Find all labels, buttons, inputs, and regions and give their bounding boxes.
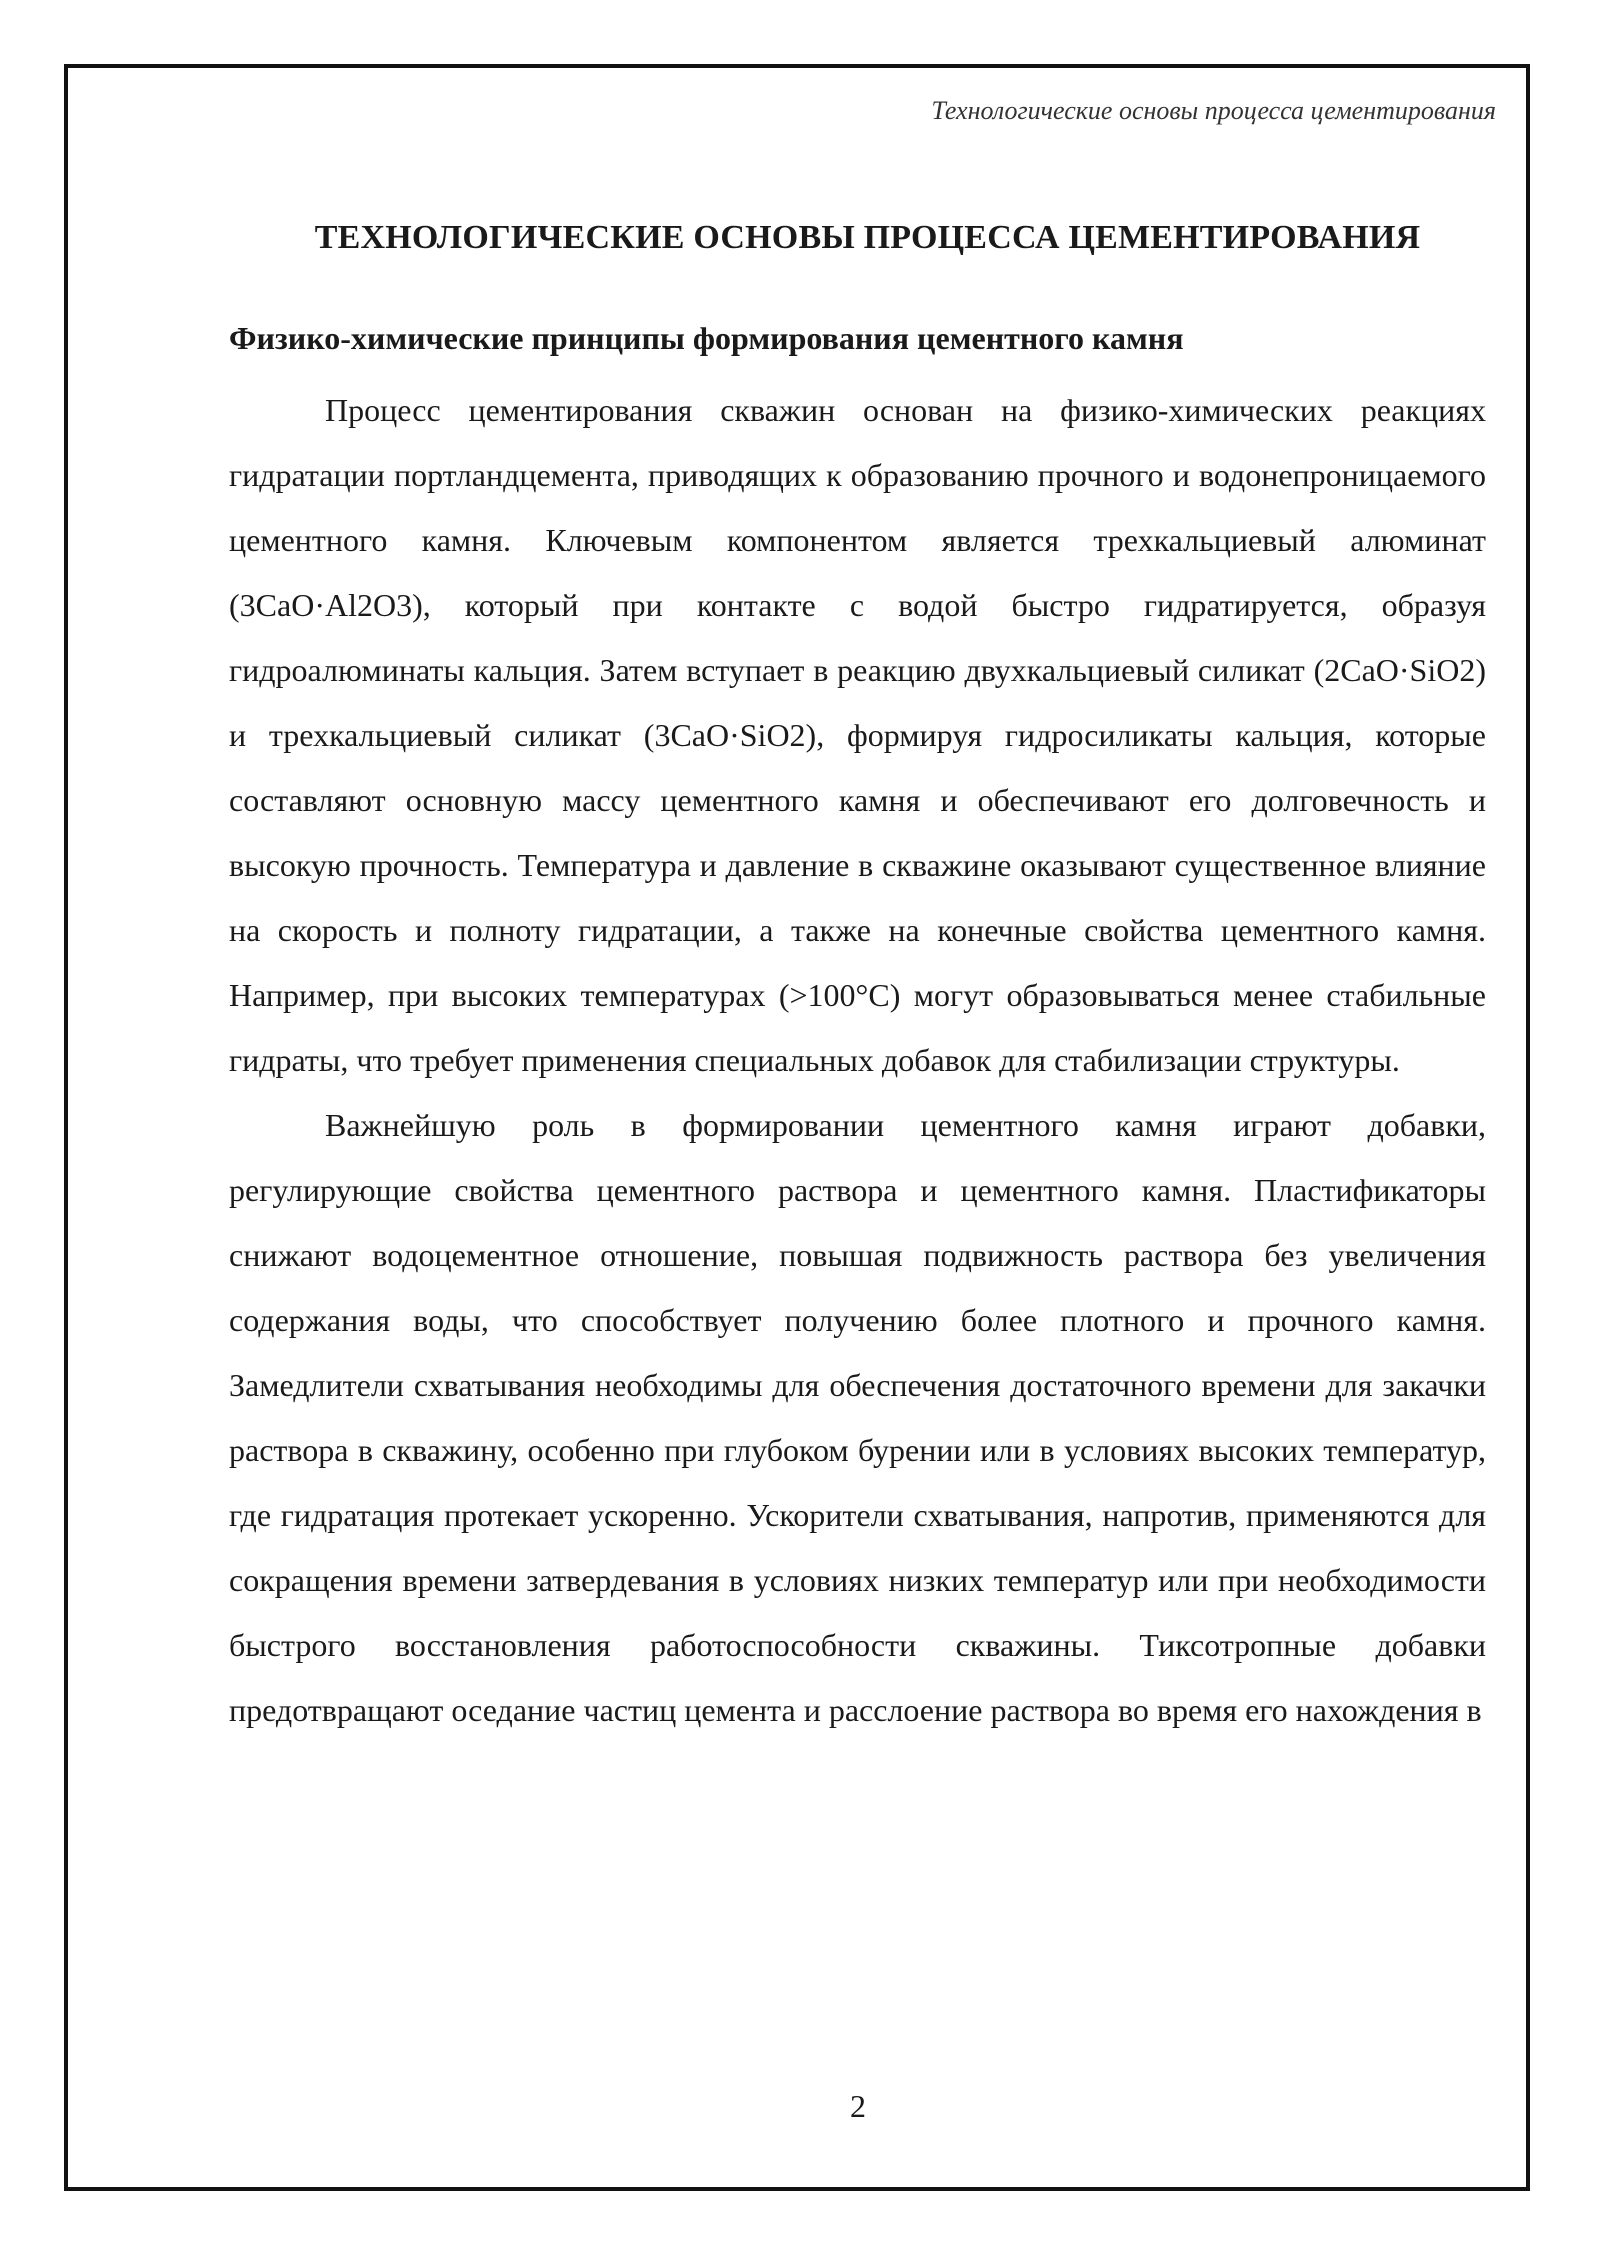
document-body <box>229 208 1486 1743</box>
paragraph: Процесс цементирования скважин основан на физико-химических реакциях гидратации портландцемента, приводящих к образованию прочного и водонепроницаемого цементного камня. Ключевым компонентом является трехкальциевый алюминат (3CaO·Al2O3), который при контакте с водой быстро гидратируется, образуя гидроалюминаты кальция. Затем вступает в реакцию двухкальциевый силикат (2CaO·SiO2) и трехкальциевый силикат (3CaO·SiO2), формируя гидросиликаты кальция, которые составляют основную массу цементного камня и обеспечивают его долговечность и высокую прочность. Температура и давление в скважине оказывают существенное влияние на скорость и полноту гидратации, а также на конечные свойства цементного камня. Например, при высоких температурах (>100°C) могут образовываться менее стабильные гидраты, что требует применения специальных добавок для стабилизации структуры. <box>229 392 1486 1078</box>
paragraph: Важнейшую роль в формировании цементного камня играют добавки, регулирующие свойства цементного раствора и цементного камня. Пластификаторы снижают водоцементное отношение, повышая подвижность раствора без увеличения содержания воды, что способствует получению более плотного и прочного камня. Замедлители схватывания необходимы для обеспечения достаточного времени для закачки раствора в скважину, особенно при глубоком бурении или в условиях высоких температур, где гидратация протекает ускоренно. Ускорители схватывания, напротив, применяются для сокращения времени затвердевания в условиях низких температур или при необходимости быстрого восстановления работоспособности скважины. Тиксотропные добавки предотвращают оседание частиц цемента и расслоение раствора во время его нахождения в <box>229 1107 1486 1728</box>
document-title: ТЕХНОЛОГИЧЕСКИЕ ОСНОВЫ ПРОЦЕССА ЦЕМЕНТИРОВАНИЯ <box>314 219 1421 256</box>
section-heading: Физико-химические принципы формирования цементного камня <box>229 320 1184 356</box>
page-number: 2 <box>850 2088 866 2124</box>
running-header: Технологические основы процесса цементирования <box>931 96 1496 125</box>
